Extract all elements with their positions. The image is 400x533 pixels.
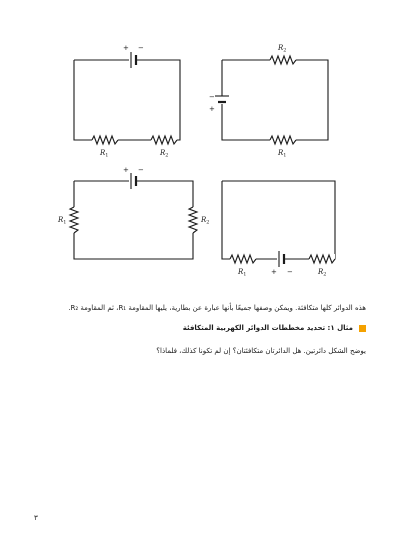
label-r1: $R_1$ (278, 149, 287, 159)
circuit-b (209, 44, 328, 159)
orange-square-icon (359, 325, 366, 332)
battery-plus-sign: + (123, 44, 129, 52)
battery-minus-sign: − (138, 166, 144, 174)
example-heading (183, 323, 366, 333)
label-r2: $R_2$ (201, 216, 210, 226)
example-title: مثال ١: تحديد مخططات الدوائر الكهربية المتكافئة (182, 324, 353, 332)
equivalence-paragraph: هذه الدوائر كلها متكافئة. ويمكن وصفها جميعًا بأنها عبارة عن بطارية، يليها المقاومة R₁، ثم المقاومة R₂. (68, 304, 366, 312)
battery-minus-sign: − (209, 93, 215, 101)
battery-minus-sign: − (138, 44, 144, 52)
label-r1: $R_1$ (238, 268, 247, 278)
label-r2: $R_2$ (318, 268, 327, 278)
label-r2: $R_2$ (278, 44, 287, 54)
circuit-c (57, 166, 209, 259)
label-r1: $R_1$ (100, 149, 109, 159)
battery-plus-sign: + (271, 268, 277, 276)
page-number: ٣ (34, 514, 38, 522)
battery-plus-sign: + (123, 166, 129, 174)
circuit-d (222, 181, 335, 278)
label-r1: $R_1$ (58, 216, 67, 226)
battery-plus-sign: + (209, 105, 215, 113)
circuit-a (74, 44, 180, 159)
battery-minus-sign: − (287, 268, 293, 276)
label-r2: $R_2$ (160, 149, 169, 159)
example-question: يوضح الشكل دائرتين. هل الدائرتان متكافئتان؟ إن لم تكونا كذلك، فلماذا؟ (156, 347, 366, 355)
